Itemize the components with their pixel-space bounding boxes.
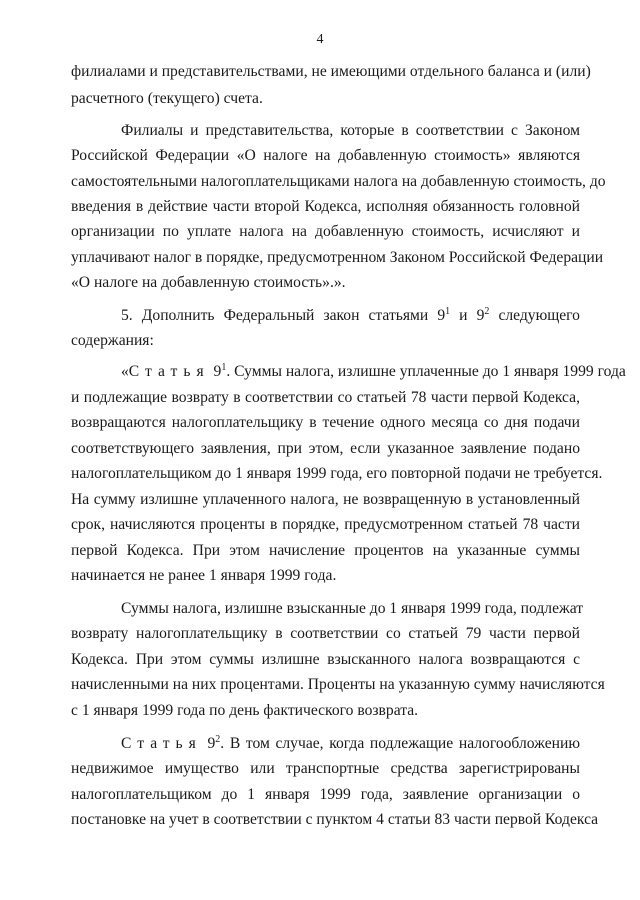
text-line: расчетного (текущего) счета. bbox=[71, 90, 263, 107]
text-line: налогоплательщиком до 1 января 1999 года, заявление организации о bbox=[71, 786, 580, 803]
text-line: «Статья $9^1$. Суммы налога, излишне уплаченные до 1 января 1999 года bbox=[121, 362, 626, 380]
text-line: с 1 января 1999 года по день фактического возврата. bbox=[71, 702, 419, 719]
text-line: На сумму излишне уплаченного налога, не возвращенную в установленный bbox=[71, 491, 580, 508]
text-line: организации по уплате налога на добавленную стоимость, исчисляют и bbox=[71, 223, 580, 240]
text-line: возвращаются налогоплательщику в течение одного месяца со дня подачи bbox=[71, 414, 580, 431]
text-line: и подлежащие возврату в соответствии со статьей 78 части первой Кодекса, bbox=[71, 389, 580, 406]
text-line: соответствующего заявления, при этом, если указанное заявление подано bbox=[71, 440, 580, 457]
text-line: содержания: bbox=[71, 332, 154, 349]
text-line: 5. Дополнить Федеральный закон статьями $9^1$ и $9^2$ следующего bbox=[121, 306, 580, 324]
text-line: «О налоге на добавленную стоимость».». bbox=[71, 274, 346, 291]
text-line: филиалами и представительствами, не имеющими отдельного баланса и (или) bbox=[71, 63, 591, 80]
text-line: уплачивают налог в порядке, предусмотренном Законом Российской Федерации bbox=[71, 249, 604, 266]
text-line: недвижимое имущество или транспортные средства зарегистрированы bbox=[71, 760, 580, 777]
text-line: Российской Федерации «О налоге на добавленную стоимость» являются bbox=[71, 147, 580, 164]
text-line: начисленными на них процентами. Проценты на указанную сумму начисляются bbox=[71, 676, 605, 693]
text-line: начинается не ранее 1 января 1999 года. bbox=[71, 567, 337, 584]
text-line: Суммы налога, излишне взысканные до 1 января 1999 года, подлежат bbox=[121, 600, 584, 617]
text-line: Кодекса. При этом суммы излишне взысканного налога возвращаются с bbox=[71, 651, 580, 668]
page-number: 4 bbox=[316, 32, 324, 47]
text-line: введения в действие части второй Кодекса, исполняя обязанность головной bbox=[71, 198, 580, 215]
text-line: срок, начисляются проценты в порядке, предусмотренном статьей 78 части bbox=[71, 516, 580, 533]
text-line: самостоятельными налогоплательщиками налога на добавленную стоимость, до bbox=[71, 173, 606, 190]
text-line: возврату налогоплательщику в соответствии со статьей 79 части первой bbox=[71, 625, 580, 642]
text-line: постановке на учет в соответствии с пунктом 4 статьи 83 части первой Кодекса bbox=[71, 811, 599, 828]
text-line: Филиалы и представительства, которые в соответствии с Законом bbox=[121, 122, 580, 139]
text-line: Статья $9^2$. В том случае, когда подлежащие налогообложению bbox=[121, 734, 580, 752]
text-line: первой Кодекса. При этом начисление процентов на указанные суммы bbox=[71, 542, 580, 559]
text-line: налогоплательщиком до 1 января 1999 года, его повторной подачи не требуется. bbox=[71, 465, 603, 482]
